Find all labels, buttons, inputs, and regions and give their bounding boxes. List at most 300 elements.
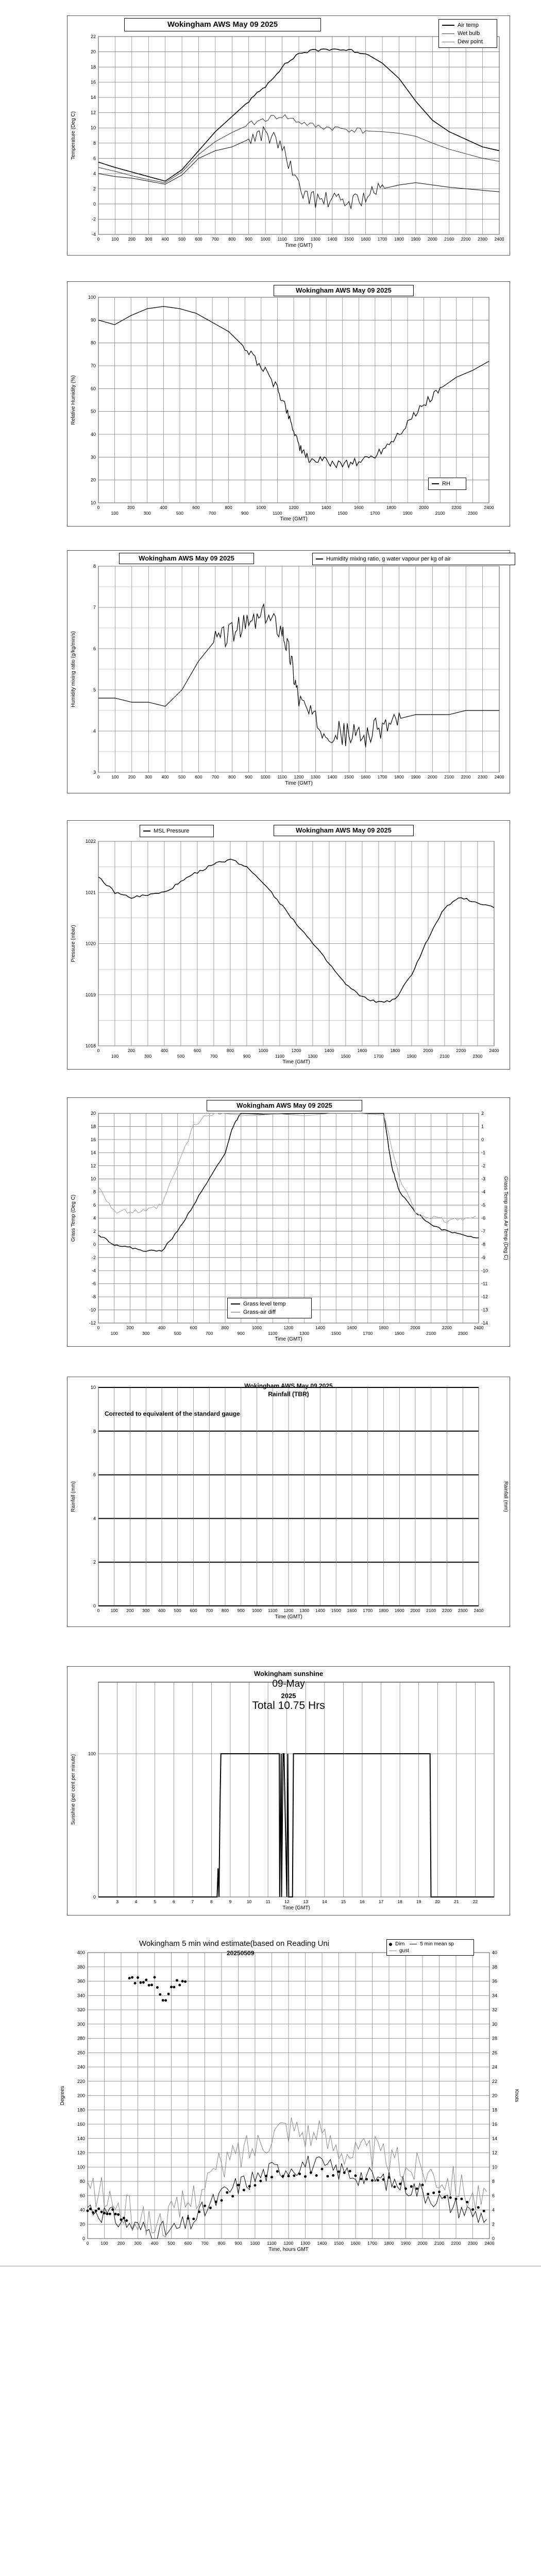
- x-tick-label: 2300: [458, 1608, 468, 1613]
- dirn-point: [134, 1982, 137, 1985]
- dirn-point: [315, 2174, 318, 2177]
- dirn-point: [248, 2185, 251, 2188]
- legend-air-temp: Air temp: [442, 21, 494, 29]
- x-tick-label: 200: [117, 2241, 125, 2246]
- y2-axis-label: Rainfall (mm): [503, 1481, 509, 1512]
- x-tick-label: 700: [208, 511, 216, 516]
- x-tick-label: 2000: [417, 2241, 428, 2246]
- x-tick-label: 1100: [267, 2241, 277, 2246]
- x-tick-label: 1300: [299, 1331, 310, 1336]
- x-tick-label: 1400: [317, 2241, 327, 2246]
- dirn-point: [455, 2198, 458, 2200]
- dirn-point: [89, 2208, 92, 2210]
- x-tick-label: 1100: [275, 1054, 285, 1059]
- temperature-chart-panel: [67, 15, 510, 256]
- x-tick-label: 1700: [374, 1054, 384, 1059]
- y2-tick-label: 24: [492, 2064, 498, 2070]
- y2-tick-label: 32: [492, 2007, 498, 2012]
- legend-gust: gust: [389, 1947, 409, 1954]
- dirn-point: [483, 2210, 485, 2212]
- dirn-point: [100, 2211, 103, 2213]
- dirn-point: [128, 1977, 131, 1979]
- x-tick-label: 1200: [294, 236, 304, 242]
- y2-tick-label: 28: [492, 2036, 498, 2041]
- y-tick-label: 16: [90, 79, 96, 85]
- temperature-chart: [67, 16, 510, 255]
- x-tick-label: 3: [116, 1899, 119, 1904]
- x-tick-label: 200: [127, 1048, 136, 1053]
- x-tick-label: 2200: [442, 1325, 452, 1330]
- y2-tick-label: -2: [481, 1163, 486, 1168]
- legend-dirn: Dirn: [389, 1941, 404, 1947]
- x-tick-label: 1200: [291, 1048, 301, 1053]
- x-tick-label: 600: [184, 2241, 192, 2246]
- x-tick-label: 2400: [494, 236, 504, 242]
- pressure-chart-panel: [67, 820, 510, 1070]
- x-tick-label: 2200: [442, 1608, 452, 1613]
- dirn-point: [95, 2210, 97, 2212]
- legend-mixing-ratio: Humidity mixing ratio, g water vapour per kg of air: [316, 555, 512, 563]
- y-tick-label: -2: [91, 216, 96, 222]
- x-tick-label: 1900: [394, 1608, 404, 1613]
- y-tick-label: 5: [93, 687, 96, 692]
- y-tick-label: 280: [77, 2036, 85, 2041]
- y-tick-label: 4: [93, 171, 96, 176]
- x-tick-label: 300: [142, 1608, 150, 1613]
- y-tick-label: 6: [93, 1472, 96, 1478]
- y-tick-label: 10: [90, 125, 96, 131]
- y2-tick-label: 10: [492, 2164, 498, 2170]
- y2-tick-label: 40: [492, 1950, 498, 1955]
- x-tick-label: 500: [174, 1331, 181, 1336]
- x-tick-label: 0: [97, 1048, 100, 1053]
- x-tick-label: 300: [145, 774, 153, 779]
- x-tick-label: 2400: [474, 1608, 484, 1613]
- x-tick-label: 300: [142, 1331, 150, 1336]
- chart-title: Wokingham AWS May 09 2025: [274, 285, 414, 296]
- dirn-point: [103, 2212, 106, 2214]
- x-tick-label: 1800: [379, 1325, 388, 1330]
- chart-title: Wokingham sunshine: [253, 1670, 324, 1677]
- dirn-point: [87, 2210, 89, 2212]
- x-tick-label: 1200: [283, 2241, 294, 2246]
- x-tick-label: 1500: [331, 1331, 341, 1336]
- x-axis-label: Time (GMT): [275, 1614, 302, 1620]
- dirn-point: [167, 1993, 170, 1995]
- y2-tick-label: -6: [481, 1215, 486, 1221]
- y2-tick-label: 34: [492, 1993, 498, 1998]
- y-tick-label: 2: [93, 186, 96, 192]
- dirn-point: [444, 2196, 446, 2198]
- x-tick-label: 1100: [277, 774, 287, 779]
- x-tick-label: 2100: [435, 511, 445, 516]
- x-tick-label: 1200: [283, 1325, 294, 1330]
- y-tick-label: 80: [79, 2179, 85, 2184]
- x-tick-label: 1000: [252, 1325, 262, 1330]
- y-tick-label: 6: [93, 156, 96, 161]
- y-tick-label: 6: [93, 646, 96, 651]
- chart-subtitle: Rainfall (TBR): [268, 1391, 309, 1398]
- x-tick-label: 1400: [321, 505, 331, 510]
- legend-wet-bulb: Wet bulb: [442, 29, 494, 38]
- dirn-point: [298, 2173, 301, 2175]
- y-tick-label: 60: [90, 386, 96, 392]
- y2-tick-label: 6: [492, 2193, 495, 2198]
- x-tick-label: 2000: [419, 505, 429, 510]
- x-tick-label: 900: [237, 1608, 245, 1613]
- x-tick-label: 15: [341, 1899, 346, 1904]
- legend: [428, 478, 466, 490]
- x-tick-label: 2200: [461, 774, 471, 779]
- x-tick-label: 800: [228, 774, 236, 779]
- dirn-point: [198, 2211, 200, 2213]
- dirn-point: [111, 2208, 114, 2211]
- y-axis-label: Rainfall (mm): [71, 1481, 76, 1512]
- x-tick-label: 2000: [427, 236, 437, 242]
- y-axis-label: Grass Temp (Deg C): [71, 1194, 76, 1242]
- x-tick-label: 1900: [407, 1054, 417, 1059]
- x-tick-label: 1700: [370, 511, 380, 516]
- y-tick-label: 100: [88, 1751, 96, 1756]
- y-tick-label: 10: [90, 500, 96, 505]
- dirn-point: [382, 2178, 385, 2181]
- y-tick-label: -10: [89, 1307, 96, 1313]
- plot-area: [98, 1682, 494, 1897]
- x-tick-label: 500: [178, 774, 186, 779]
- x-tick-label: 1000: [256, 505, 266, 510]
- x-tick-label: 0: [86, 2241, 89, 2246]
- y2-tick-label: -10: [481, 1268, 488, 1274]
- dirn-point: [137, 1976, 139, 1979]
- y-axis-label: Degrees: [60, 2086, 65, 2106]
- legend-mean-speed: 5 min mean sp: [410, 1941, 454, 1947]
- x-tick-label: 700: [210, 1054, 218, 1059]
- x-tick-label: 1200: [283, 1608, 294, 1613]
- legend: [140, 825, 214, 837]
- y-tick-label: 4: [93, 728, 96, 734]
- x-tick-label: 1100: [273, 511, 282, 516]
- x-tick-label: 2100: [444, 236, 454, 242]
- y2-tick-label: 18: [492, 2107, 498, 2113]
- y2-tick-label: 38: [492, 1964, 498, 1970]
- dirn-point: [349, 2170, 351, 2173]
- x-tick-label: 1900: [402, 511, 413, 516]
- x-tick-label: 400: [158, 1325, 166, 1330]
- x-tick-label: 9: [229, 1899, 232, 1904]
- x-tick-label: 10: [246, 1899, 252, 1904]
- y-tick-label: 20: [79, 2222, 85, 2227]
- x-tick-label: 1600: [350, 2241, 361, 2246]
- x-tick-label: 1300: [305, 511, 315, 516]
- x-tick-label: 0: [97, 236, 100, 242]
- dirn-point: [237, 2184, 240, 2187]
- dirn-point: [184, 1980, 187, 1983]
- dirn-point: [388, 2176, 391, 2179]
- sunshine-chart-panel: [67, 1666, 510, 1916]
- y2-tick-label: -7: [481, 1228, 486, 1234]
- dirn-point: [117, 2213, 120, 2216]
- dirn-point: [187, 2217, 190, 2219]
- x-tick-label: 400: [158, 1608, 166, 1613]
- y-tick-label: 14: [90, 95, 96, 100]
- y2-tick-label: 14: [492, 2136, 498, 2141]
- x-tick-label: 1900: [394, 1331, 404, 1336]
- pressure-chart: [67, 821, 510, 1069]
- x-tick-label: 22: [472, 1899, 478, 1904]
- y-tick-label: -8: [91, 1294, 96, 1300]
- dirn-point: [209, 2207, 212, 2209]
- dirn-point: [92, 2211, 94, 2214]
- x-tick-label: 300: [144, 1054, 152, 1059]
- y-tick-label: 0: [93, 1242, 96, 1247]
- x-tick-label: 2300: [467, 511, 478, 516]
- x-tick-label: 800: [217, 2241, 226, 2246]
- y-tick-label: 100: [88, 295, 96, 300]
- x-tick-label: 1800: [394, 774, 404, 779]
- chart-title: Wokingham AWS May 09 2025: [207, 1100, 362, 1111]
- chart-title: Wokingham AWS May 09 2025: [274, 825, 414, 836]
- y-tick-label: 300: [77, 2021, 85, 2027]
- x-tick-label: 0: [97, 1325, 100, 1330]
- dirn-point: [343, 2172, 346, 2174]
- y2-tick-label: 1: [481, 1124, 484, 1129]
- x-tick-label: 1000: [252, 1608, 262, 1613]
- y-tick-label: 1021: [85, 890, 96, 895]
- x-tick-label: 1900: [401, 2241, 411, 2246]
- dirn-point: [173, 1986, 175, 1988]
- x-tick-label: 2100: [444, 774, 454, 779]
- y-tick-label: 200: [77, 2093, 85, 2098]
- dirn-point: [416, 2188, 418, 2190]
- dirn-point: [377, 2179, 379, 2181]
- dirn-point: [404, 2188, 407, 2190]
- y-axis-label: Humidity mixing ratio (g/kg/min/s): [71, 631, 76, 707]
- x-tick-label: 400: [160, 505, 167, 510]
- x-axis-label: Time (GMT): [282, 1905, 310, 1911]
- x-tick-label: 2400: [484, 505, 494, 510]
- wind-chart-panel: [57, 1937, 520, 2262]
- legend: [386, 1939, 474, 1956]
- dirn-point: [142, 1981, 145, 1984]
- dirn-point: [477, 2206, 480, 2209]
- y-tick-label: -4: [91, 1268, 96, 1274]
- dirn-point: [204, 2205, 206, 2207]
- y-tick-label: 3: [93, 770, 96, 775]
- y-tick-label: 20: [90, 49, 96, 55]
- x-tick-label: 19: [416, 1899, 421, 1904]
- y-tick-label: 20: [90, 1111, 96, 1116]
- rainfall-chart-panel: [67, 1377, 510, 1627]
- x-tick-label: 100: [111, 236, 119, 242]
- y-tick-label: 18: [90, 64, 96, 70]
- x-tick-label: 700: [211, 774, 219, 779]
- x-tick-label: 0: [97, 1608, 100, 1613]
- y-tick-label: 8: [93, 1189, 96, 1195]
- x-tick-label: 1900: [411, 774, 421, 779]
- y-tick-label: 140: [77, 2136, 85, 2141]
- y-tick-label: 0: [82, 2236, 85, 2241]
- y-tick-label: 0: [93, 1894, 96, 1900]
- x-tick-label: 1000: [260, 236, 270, 242]
- y-tick-label: 320: [77, 2007, 85, 2012]
- y-tick-label: 180: [77, 2107, 85, 2113]
- dirn-point: [265, 2175, 267, 2177]
- dirn-point: [304, 2175, 307, 2178]
- sunshine-total: Total 10.75 Hrs: [252, 1700, 325, 1711]
- x-tick-label: 500: [176, 511, 184, 516]
- dirn-point: [438, 2191, 441, 2193]
- x-tick-label: 800: [221, 1608, 229, 1613]
- x-tick-label: 8: [210, 1899, 213, 1904]
- x-tick-label: 900: [245, 774, 252, 779]
- legend-msl-pressure: MSL Pressure: [143, 827, 210, 835]
- x-tick-label: 2300: [478, 774, 488, 779]
- mixing-ratio-chart: [67, 551, 510, 793]
- x-tick-label: 1600: [357, 1048, 367, 1053]
- x-tick-label: 1800: [386, 505, 396, 510]
- legend: [227, 1298, 312, 1318]
- y2-tick-label: -14: [481, 1320, 488, 1326]
- y-tick-label: 70: [90, 363, 96, 368]
- dirn-point: [293, 2175, 295, 2177]
- x-tick-label: 1800: [384, 2241, 394, 2246]
- y2-axis-label: Knots: [514, 2089, 519, 2103]
- chart-date: 09-May: [272, 1679, 305, 1689]
- dirn-point: [399, 2182, 401, 2185]
- y-tick-label: 360: [77, 1978, 85, 1984]
- y-axis-label: Sunshine (per cent per minute): [71, 1754, 76, 1825]
- x-tick-label: 1100: [268, 1608, 278, 1613]
- x-tick-label: 800: [228, 236, 236, 242]
- y-tick-label: 4: [93, 1215, 96, 1221]
- y-axis-label: Temperature (Deg C): [71, 111, 76, 160]
- x-tick-label: 1800: [379, 1608, 388, 1613]
- x-tick-label: 2100: [426, 1331, 436, 1336]
- x-tick-label: 2300: [468, 2241, 478, 2246]
- x-tick-label: 13: [303, 1899, 309, 1904]
- y2-tick-label: 30: [492, 2021, 498, 2027]
- legend: [438, 19, 497, 48]
- y2-tick-label: 12: [492, 2150, 498, 2156]
- x-tick-label: 400: [150, 2241, 159, 2246]
- y-tick-label: 14: [90, 1150, 96, 1156]
- x-tick-label: 800: [221, 1325, 229, 1330]
- y2-tick-label: 2: [492, 2222, 495, 2227]
- legend-dew-point: Dew point: [442, 38, 494, 46]
- x-tick-label: 21: [454, 1899, 459, 1904]
- y-tick-label: 1020: [85, 941, 96, 946]
- y-tick-label: 0: [93, 1603, 96, 1608]
- x-tick-label: 600: [190, 1325, 197, 1330]
- x-tick-label: 2300: [472, 1054, 483, 1059]
- x-tick-label: 100: [110, 1608, 118, 1613]
- y-tick-label: 8: [93, 140, 96, 146]
- dirn-point: [421, 2183, 424, 2186]
- x-tick-label: 1600: [353, 505, 364, 510]
- x-tick-label: 1700: [363, 1608, 373, 1613]
- y-tick-label: 2: [93, 1228, 96, 1234]
- mixing-ratio-chart-panel: [67, 550, 510, 793]
- x-tick-label: 1800: [390, 1048, 400, 1053]
- humidity-chart-panel: [67, 281, 510, 527]
- y2-tick-label: -12: [481, 1294, 488, 1300]
- x-tick-label: 700: [206, 1608, 213, 1613]
- y2-tick-label: 0: [481, 1137, 484, 1142]
- x-axis-label: Time (GMT): [285, 243, 313, 248]
- dirn-point: [162, 1999, 164, 2002]
- y2-tick-label: 22: [492, 2078, 498, 2084]
- x-tick-label: 2000: [427, 774, 437, 779]
- x-tick-label: 1100: [268, 1331, 278, 1336]
- x-axis-label: Time, hours GMT: [268, 2247, 309, 2252]
- dirn-point: [466, 2201, 468, 2204]
- x-tick-label: 1500: [344, 774, 354, 779]
- y2-tick-label: 20: [492, 2093, 498, 2098]
- y-tick-label: -12: [89, 1320, 96, 1326]
- x-tick-label: 900: [245, 236, 252, 242]
- x-tick-label: 1500: [344, 236, 354, 242]
- chart-title: Wokingham AWS May 09 2025: [119, 553, 254, 564]
- y-tick-label: 90: [90, 317, 96, 323]
- x-tick-label: 1000: [258, 1048, 268, 1053]
- x-tick-label: 1500: [341, 1054, 351, 1059]
- x-tick-label: 2400: [494, 774, 504, 779]
- dirn-point: [259, 2180, 262, 2182]
- x-tick-label: 700: [211, 236, 219, 242]
- dirn-point: [221, 2199, 223, 2201]
- x-tick-label: 2200: [456, 1048, 466, 1053]
- x-tick-label: 1500: [337, 511, 348, 516]
- gauge-note: Corrected to equivalent of the standard gauge: [105, 1410, 240, 1417]
- dirn-point: [226, 2191, 228, 2194]
- x-tick-label: 100: [111, 1054, 119, 1059]
- y-tick-label: 80: [90, 340, 96, 346]
- y2-tick-label: 0: [492, 2236, 495, 2241]
- y-tick-label: 60: [79, 2193, 85, 2198]
- y-tick-label: 260: [77, 2050, 85, 2056]
- x-tick-label: 300: [143, 511, 151, 516]
- x-tick-label: 900: [234, 2241, 242, 2246]
- x-tick-label: 600: [195, 774, 202, 779]
- x-tick-label: 1400: [315, 1608, 325, 1613]
- y2-tick-label: -8: [481, 1242, 486, 1247]
- x-tick-label: 16: [360, 1899, 365, 1904]
- x-tick-label: 200: [126, 1608, 134, 1613]
- y-tick-label: 10: [90, 1385, 96, 1390]
- y-tick-label: 50: [90, 409, 96, 414]
- y-tick-label: 380: [77, 1964, 85, 1970]
- dirn-point: [460, 2198, 463, 2200]
- y-tick-label: 0: [93, 201, 96, 207]
- grass-temp-chart-panel: [67, 1097, 510, 1347]
- y-tick-label: 20: [90, 477, 96, 483]
- dirn-point: [365, 2178, 368, 2180]
- dirn-point: [181, 1980, 184, 1982]
- x-tick-label: 17: [378, 1899, 384, 1904]
- x-tick-label: 2000: [410, 1325, 420, 1330]
- y2-tick-label: -1: [481, 1150, 486, 1156]
- chart-title: Wokingham AWS May 09 2025: [244, 1382, 333, 1389]
- x-tick-label: 300: [145, 236, 153, 242]
- legend-grass-air-diff: Grass-air diff: [231, 1308, 308, 1316]
- y-tick-label: 120: [77, 2150, 85, 2156]
- y-tick-label: 30: [90, 454, 96, 460]
- x-tick-label: 600: [193, 1048, 201, 1053]
- dirn-point: [393, 2185, 396, 2188]
- y2-tick-label: -11: [481, 1281, 488, 1286]
- dirn-point: [120, 2218, 123, 2221]
- dirn-point: [123, 2217, 125, 2219]
